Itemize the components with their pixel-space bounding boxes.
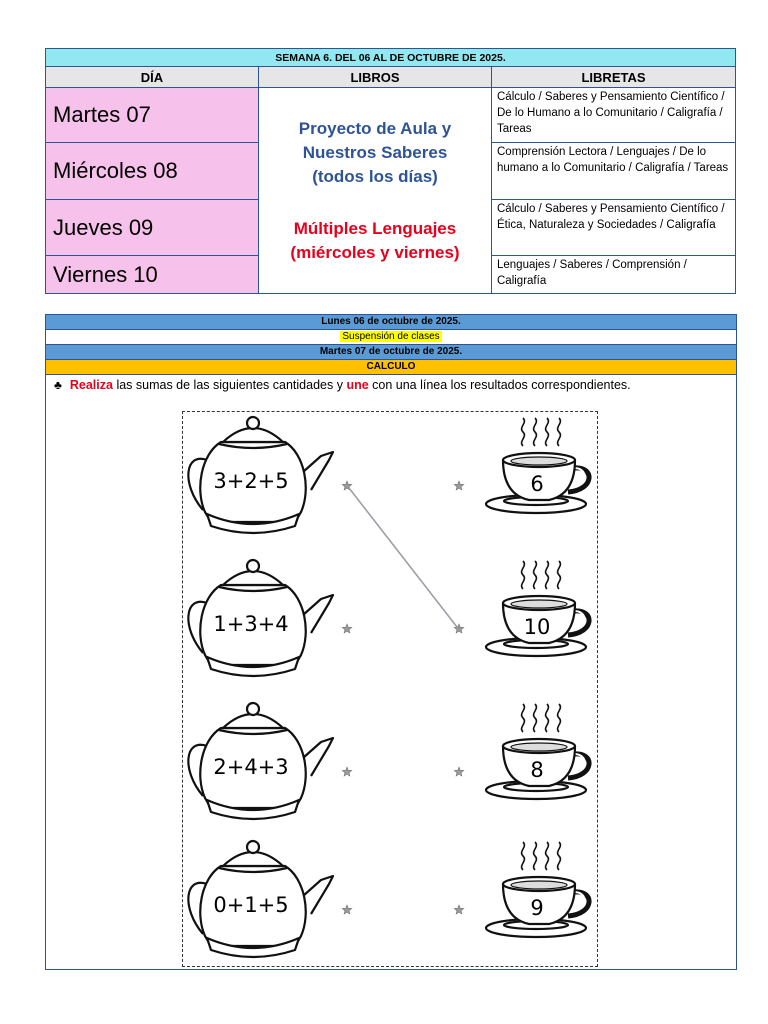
day-miercoles: Miércoles 08 [46,143,259,200]
libreta-martes: Cálculo / Saberes y Pensamiento Científico / De lo Humano a lo Comunitario / Caligrafía / Tareas [492,88,736,143]
week-title: SEMANA 6. DEL 06 AL DE OCTUBRE DE 2025. [46,49,736,67]
star-dot-icon[interactable] [454,481,464,490]
monday-bar: Lunes 06 de octubre de 2025. [46,315,736,330]
libros-cell [259,88,492,294]
steaming-cup-icon [486,561,589,656]
libros-extra: Múltiples Lenguajes (miércoles y viernes) [290,218,460,262]
header-libretas: LIBRETAS [492,67,736,88]
teapot-expression: 2+4+3 [213,755,289,779]
teapot-expression: 0+1+5 [213,893,289,917]
cup-number: 9 [530,896,544,920]
teapot-expression: 1+3+4 [213,612,289,636]
steaming-cup-icon [486,418,589,513]
star-dot-icon[interactable] [454,905,464,914]
steaming-cup-icon [486,842,589,937]
instruction-text-1: las sumas de las siguientes cantidades y [112,378,347,392]
day-martes: Martes 07 [46,88,259,143]
instruction-line [46,375,736,395]
teapot-expression: 3+2+5 [213,469,289,493]
libreta-viernes: Lenguajes / Saberes / Comprensión / Caligrafía [492,256,736,294]
club-bullet-icon: ♣ [54,378,62,392]
star-dot-icon[interactable] [342,767,352,776]
libreta-miercoles: Comprensión Lectora / Lenguajes / De lo humano a lo Comunitario / Caligrafía / Tareas [492,143,736,200]
header-dia: DÍA [46,67,259,88]
tuesday-bar: Martes 07 de octubre de 2025. [46,345,736,360]
star-dot-icon[interactable] [342,905,352,914]
cup-number: 10 [523,615,551,639]
star-dot-icon[interactable] [454,767,464,776]
cup-number: 8 [530,758,544,782]
star-dot-icon[interactable] [342,624,352,633]
day-viernes: Viernes 10 [46,256,259,294]
subject-bar: CALCULO [46,360,736,375]
libros-general: Proyecto de Aula y Nuestros Saberes (todos los días) [298,118,452,186]
suspension-bar [46,330,736,345]
instruction-verb-une: une [346,378,369,392]
instruction-text-2: con una línea los resultados correspondientes. [368,378,631,392]
matching-worksheet [182,411,598,967]
day-jueves: Jueves 09 [46,200,259,256]
steaming-cup-icon [486,704,589,799]
weekly-schedule-table [45,48,736,294]
suspension-text: Suspensión de clases [342,331,440,342]
instruction-verb-realiza: Realiza [69,378,113,392]
activity-section [45,314,737,970]
cup-number: 6 [530,472,544,496]
header-libros: LIBROS [259,67,492,88]
drawn-match-line [349,488,457,627]
libreta-jueves: Cálculo / Saberes y Pensamiento Científico / Ética, Naturaleza y Sociedades / Caligrafía [492,200,736,256]
